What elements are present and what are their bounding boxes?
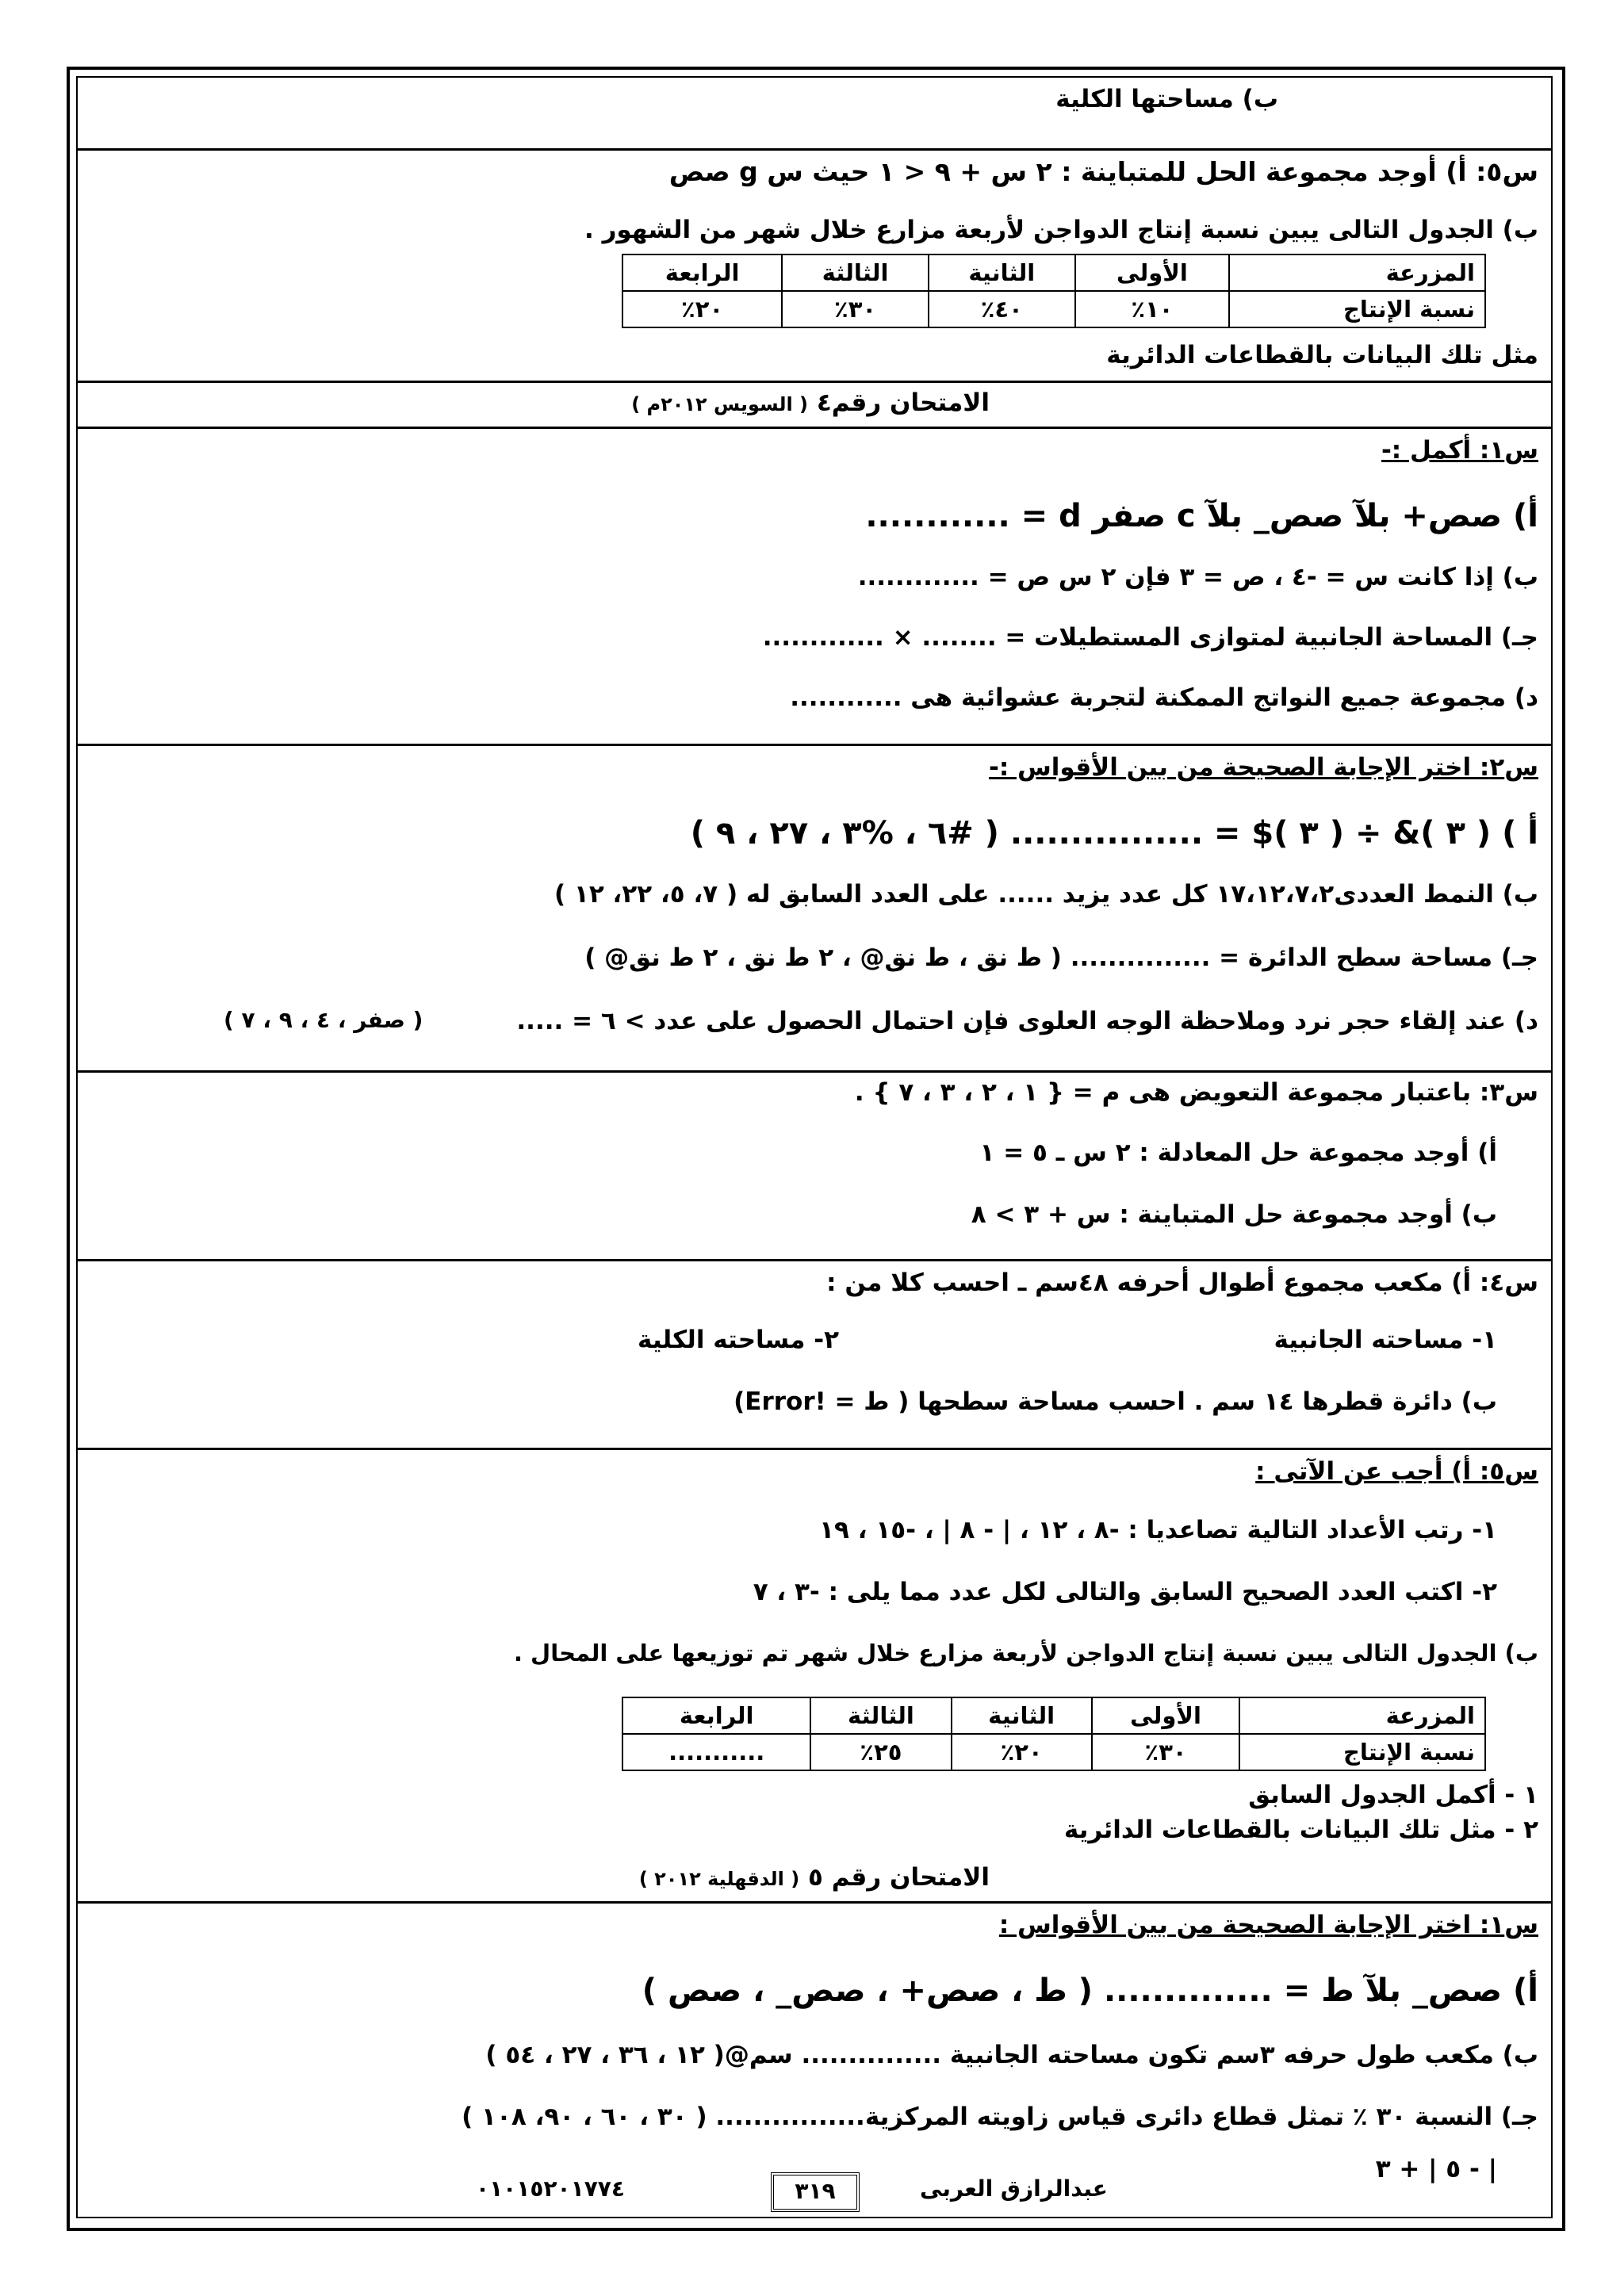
divider (76, 1259, 1551, 1261)
table-cell: ٣٠٪ (1092, 1734, 1240, 1770)
e4q1-b: ب) إذا كانت س = -٤ ، ص = ٣ فإن ٢ س ص = ............. (857, 563, 1538, 591)
table-row (622, 1734, 1485, 1770)
table-cell: ٢٥٪ (810, 1734, 951, 1770)
table1-note: مثل تلك البيانات بالقطاعات الدائرية (1106, 341, 1538, 369)
divider (76, 1901, 1551, 1904)
table-cell: نسبة الإنتاج (1229, 291, 1485, 327)
table-cell: الرابعة (622, 254, 782, 291)
e4q5-item2: ٢- اكتب العدد الصحيح السابق والتالى لكل عدد مما يلى : -٣ ، ٧ (753, 1578, 1497, 1606)
exam-source: ( الدقهلية ٢٠١٢ ) (638, 1868, 800, 1890)
divider (76, 1070, 1551, 1073)
table-cell: ٤٠٪ (929, 291, 1075, 327)
table-cell: نسبة الإنتاج (1239, 1734, 1485, 1770)
divider (76, 381, 1551, 383)
partial-expression: | - ٥ | + ٣ (1375, 2155, 1497, 2183)
table-cell: الثانية (952, 1697, 1092, 1734)
table-cell: الرابعة (622, 1697, 810, 1734)
divider (76, 427, 1551, 429)
q5a-line: س٥: أ) أوجد مجموعة الحل للمتباينة : ٢ س + ٩ < ١ حيث س g صص (668, 156, 1538, 187)
e4q2-c: جـ) مساحة سطح الدائرة = ............... ( ط نق ، ط نق@ ، ٢ ط نق ، ٢ ط نق@ ) (584, 943, 1538, 972)
e4q5-b: ب) الجدول التالى يبين نسبة إنتاج الدواجن لأربعة مزارع خلال شهر تم توزيعها على المحال . (513, 1640, 1538, 1667)
table-cell: ٢٠٪ (952, 1734, 1092, 1770)
e4q2-b: ب) النمط العددى١٧،١٢،٧،٢ كل عدد يزيد ...... على العدد السابق له ( ٧، ٥، ٢٢، ١٢ ) (553, 880, 1538, 909)
table-cell: المزرعة (1229, 254, 1485, 291)
divider (76, 1448, 1551, 1450)
e5q1-a: أ) صص_ بلآ ط = .............. ( ط ، صص+ ، صص_ ، صص ) (642, 1973, 1538, 2009)
e4q4-b: ب) دائرة قطرها ١٤ سم . احسب مساحة سطحها ( ط = !Error) (733, 1387, 1497, 1416)
exam4-title (631, 388, 990, 417)
top-question-b: ب) مساحتها الكلية (1055, 85, 1278, 113)
table-cell: ٢٠٪ (622, 291, 782, 327)
e4q1-c: جـ) المساحة الجانبية لمتوازى المستطيلات = ........ × ............. (762, 623, 1538, 652)
q5b-intro: ب) الجدول التالى يبين نسبة إنتاج الدواجن لأربعة مزارع خلال شهر من الشهور . (584, 216, 1538, 244)
table-header-row (622, 1697, 1485, 1734)
e4q4-item2: ٢- مساحته الكلية (638, 1326, 839, 1354)
e4q1-d: د) مجموعة جميع النواتج الممكنة لتجربة عشوائية هى ............ (790, 683, 1538, 712)
table-cell: الثالثة (782, 254, 929, 291)
footer-author: عبدالرازق العربى (920, 2175, 1108, 2202)
exam-title: الامتحان رقم٤ (816, 388, 990, 417)
e4q5-item1: ١- رتب الأعداد التالية تصاعديا : -٨ ، ١٢ ، | - ٨ | ، -١٥ ، ١٩ (819, 1516, 1497, 1544)
e5q1-b: ب) مكعب طول حرفه ٣سم تكون مساحته الجانبية ............... سم@( ١٢ ، ٣٦ ، ٢٧ ، ٥٤ ) (485, 2041, 1538, 2069)
e4q4-item1: ١- مساحته الجانبية (1274, 1326, 1497, 1354)
table-poultry-1 (622, 254, 1486, 328)
e5q1-c: جـ) النسبة ٣٠ ٪ تمثل قطاع دائرى قياس زاويته المركزية................ ( ٣٠ ، ٦٠ ، ٩٠، ١٠٨ ) (462, 2103, 1538, 2131)
e5q1-title: س١: اختر الإجابة الصحيحة من بين الأقواس : (998, 1911, 1538, 1939)
page-number: ٣١٩ (771, 2172, 860, 2212)
table-cell: ٣٠٪ (782, 291, 929, 327)
e4q5-title: س٥: أ) أجب عن الآتى : (1255, 1457, 1538, 1486)
e4q1-a: أ) صص+ بلآ صص_ بلآ c صفر d = ............ (865, 498, 1538, 534)
e4q1-title: س١: أكمل :- (1381, 436, 1538, 465)
e4q2-d: د) عند إلقاء حجر نرد وملاحظة الوجه العلوى فإن احتمال الحصول على عدد > ٦ = ..... (516, 1007, 1538, 1035)
table-cell: ........... (622, 1734, 810, 1770)
e4q3-b: ب) أوجد مجموعة حل المتباينة : س + ٣ > ٨ (971, 1200, 1497, 1229)
table-header-row (622, 254, 1485, 291)
table-row (622, 291, 1485, 327)
e4q2-a: أ ) ( ٣ )& ÷ ( ٣ )$ = ................ ( #٦ ، %٣ ، ٢٧ ، ٩ ) (690, 815, 1538, 851)
e4q2-title: س٢: اختر الإجابة الصحيحة من بين الأقواس :- (988, 753, 1538, 782)
table2-note-2: ٢ - مثل تلك البيانات بالقطاعات الدائرية (1063, 1816, 1538, 1844)
e4q4-title: س٤: أ) مكعب مجموع أطوال أحرفه ٤٨سم ـ احسب كلا من : (826, 1269, 1538, 1297)
divider (76, 744, 1551, 746)
exam-source: ( السويس ٢٠١٢م ) (631, 393, 809, 415)
e4q3-a: أ) أوجد مجموعة حل المعادلة : ٢ س ـ ٥ = ١ (979, 1138, 1497, 1167)
table-poultry-2 (622, 1697, 1486, 1771)
table-cell: الثانية (929, 254, 1075, 291)
table2-note-1: ١ - أكمل الجدول السابق (1248, 1781, 1538, 1809)
e4q2-d-options: ( صفر ، ٤ ، ٩ ، ٧ ) (224, 1007, 423, 1033)
exam-title: الامتحان رقم ٥ (808, 1863, 990, 1892)
divider (76, 148, 1551, 151)
table-cell: المزرعة (1239, 1697, 1485, 1734)
table-cell: ١٠٪ (1075, 291, 1230, 327)
table-cell: الأولى (1075, 254, 1230, 291)
table-cell: الثالثة (810, 1697, 951, 1734)
exam5-title (639, 1863, 990, 1892)
e4q3-title: س٣: باعتبار مجموعة التعويض هى م = { ١ ، ٢ ، ٣ ، ٧ } . (854, 1078, 1538, 1107)
table-cell: الأولى (1092, 1697, 1240, 1734)
footer-phone: ٠١٠١٥٢٠١٧٧٤ (476, 2175, 625, 2202)
